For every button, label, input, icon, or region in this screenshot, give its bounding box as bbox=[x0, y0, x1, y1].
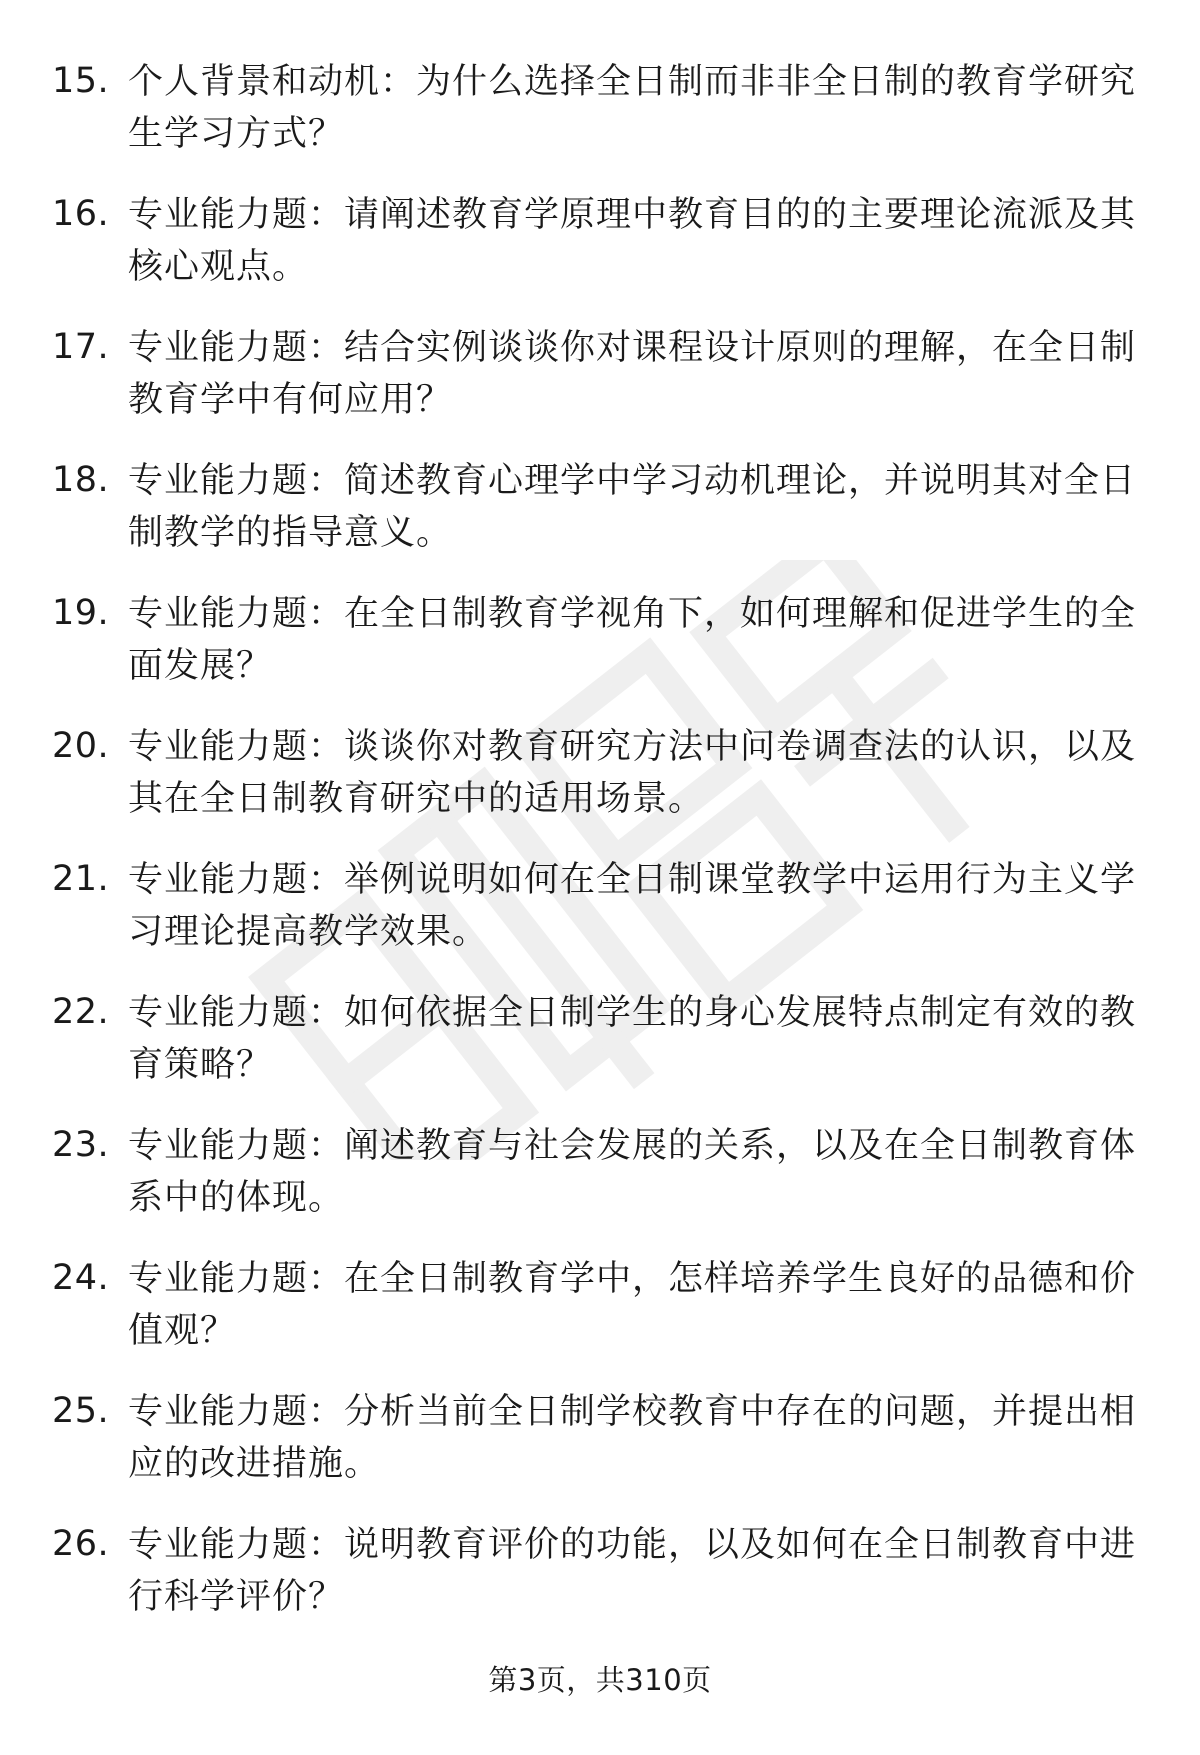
question-item bbox=[0, 56, 1200, 189]
question-item bbox=[0, 721, 1200, 854]
question-item bbox=[0, 322, 1200, 455]
question-text: 专业能力题：分析当前全日制学校教育中存在的问题，并提出相应的改进措施。 bbox=[128, 1392, 1137, 1484]
question-item bbox=[0, 1519, 1200, 1652]
question-item bbox=[0, 455, 1200, 588]
question-text: 专业能力题：谈谈你对教育研究方法中问卷调查法的认识，以及其在全日制教育研究中的适用场景。 bbox=[128, 727, 1137, 819]
question-text: 专业能力题：结合实例谈谈你对课程设计原则的理解，在全日制教育学中有何应用？ bbox=[128, 328, 1137, 420]
question-number: 18. bbox=[52, 460, 110, 500]
question-item bbox=[0, 189, 1200, 322]
question-text: 个人背景和动机：为什么选择全日制而非非全日制的教育学研究生学习方式？ bbox=[128, 62, 1137, 154]
question-item bbox=[0, 1253, 1200, 1386]
question-text: 专业能力题：举例说明如何在全日制课堂教学中运用行为主义学习理论提高教学效果。 bbox=[128, 860, 1137, 952]
page-number: 第3页，共310页 bbox=[488, 1663, 712, 1697]
question-number: 19. bbox=[52, 593, 110, 633]
question-text: 专业能力题：如何依据全日制学生的身心发展特点制定有效的教育策略？ bbox=[128, 993, 1137, 1085]
question-list bbox=[0, 56, 1200, 1652]
question-text: 专业能力题：阐述教育与社会发展的关系，以及在全日制教育体系中的体现。 bbox=[128, 1126, 1137, 1218]
question-item bbox=[0, 588, 1200, 721]
question-number: 24. bbox=[52, 1258, 110, 1298]
question-number: 26. bbox=[52, 1524, 110, 1564]
question-item bbox=[0, 854, 1200, 987]
question-text: 专业能力题：在全日制教育学视角下，如何理解和促进学生的全面发展？ bbox=[128, 594, 1137, 686]
question-number: 25. bbox=[52, 1391, 110, 1431]
question-number: 22. bbox=[52, 992, 110, 1032]
question-number: 16. bbox=[52, 194, 110, 234]
question-number: 23. bbox=[52, 1125, 110, 1165]
question-text: 专业能力题：简述教育心理学中学习动机理论，并说明其对全日制教学的指导意义。 bbox=[128, 461, 1137, 553]
question-item bbox=[0, 1386, 1200, 1519]
question-text: 专业能力题：在全日制教育学中，怎样培养学生良好的品德和价值观？ bbox=[128, 1259, 1137, 1351]
question-number: 20. bbox=[52, 726, 110, 766]
question-number: 15. bbox=[52, 61, 110, 101]
question-number: 17. bbox=[52, 327, 110, 367]
question-item bbox=[0, 987, 1200, 1120]
question-item bbox=[0, 1120, 1200, 1253]
question-text: 专业能力题：说明教育评价的功能，以及如何在全日制教育中进行科学评价？ bbox=[128, 1525, 1137, 1617]
question-number: 21. bbox=[52, 859, 110, 899]
question-text: 专业能力题：请阐述教育学原理中教育目的的主要理论流派及其核心观点。 bbox=[128, 195, 1137, 287]
